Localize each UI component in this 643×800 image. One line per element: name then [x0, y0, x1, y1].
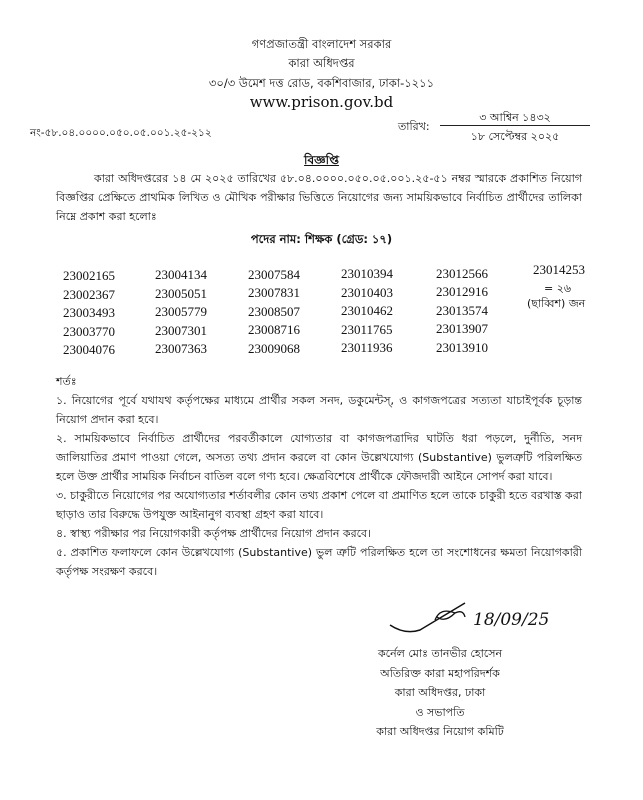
candidate-roll: 23008716: [248, 322, 300, 338]
candidate-roll: 23002165: [63, 268, 115, 283]
terms-heading: শর্তঃ: [56, 375, 77, 388]
candidate-roll: 23005051: [155, 285, 207, 301]
candidate-roll: 23002367: [63, 286, 115, 302]
candidate-roll: 23004134: [155, 267, 207, 283]
candidate-roll: 23012566: [436, 265, 488, 281]
term-item: ৫. প্রকাশিত ফলাফলে কোন উল্লেখযোগ্য (Substantive) ভুল ত্রুটি পরিলক্ষিত হলে তা সংশোধনের ক্ষমতা নিয়োগকারী কর্তৃপক্ষ সংরক্ষণ করবে।: [56, 546, 582, 578]
term-item: ২. সাময়িকভাবে নির্বাচিত প্রার্থীদের পরবর্তীকালে যোগ্যতার বা কাগজপত্রাদির ঘাটতি ধরা পড়লে, দুর্নীতি, সনদ জালিয়াতির প্রমাণ পাওয়া গেলে, অসত্য তথ্য প্রদান করলে বা কোন উল্লেখযোগ্য (Substantive) ভুলত্রুটি পরিলক্ষিত হলে উক্ত প্রার্থীর সাময়িক নির্বাচন বাতিল বলে গণ্য হবে। ক্ষেত্রবিশেষে প্রার্থীকে ফৌজদারী আইনে সোপর্দ করা যাবে।: [56, 432, 582, 483]
website-link[interactable]: www.prison.gov.bd: [249, 93, 394, 111]
terms-section: [56, 372, 582, 581]
notice-title: বিজ্ঞপ্তি: [304, 153, 339, 167]
candidate-roll: 23007831: [248, 285, 300, 301]
candidate-roll: 23003770: [63, 323, 115, 339]
reference-number: নং-৫৮.০৪.০০০০.০৫০.০৫.০০১.২৫-২১২: [30, 127, 212, 139]
candidate-roll: 23011765: [341, 321, 393, 337]
date-label: তারিখ:: [398, 120, 430, 133]
candidate-roll: 23013910: [436, 339, 488, 355]
department-name: কারা অধিদপ্তর: [288, 56, 355, 70]
candidate-roll: 23007363: [155, 341, 207, 357]
candidate-roll: 23008507: [248, 303, 300, 319]
candidate-roll: 23010403: [341, 284, 393, 300]
candidate-roll: 23011936: [341, 340, 393, 356]
notice-body: কারা অধিদপ্তরের ১৪ মে ২০২৫ তারিখের ৫৮.০৪.০০০০.০৫০.০৫.০০১.২৫-৫১ নম্বর স্মারকে প্রকাশিত নিয়োগ বিজ্ঞপ্তির প্রেক্ষিতে প্রাথমিক লিখিত ও মৌখিক পরীক্ষার ভিত্তিতে নিয়োগের জন্য সাময়িকভাবে নির্বাচিত প্রার্থীদের তালিকা নিম্নে প্রকাশ করা হলোঃ: [56, 172, 582, 223]
candidate-roll: 23005779: [155, 304, 207, 320]
term-item: ১. নিয়োগের পূর্বে যথাযথ কর্তৃপক্ষের মাধ্যমে প্রার্থীর সকল সনদ, ডকুমেন্টস্, ও কাগজপত্রের সত্যতা যাচাইপূর্বক চূড়ান্ত নিয়োগ প্রদান করা হবে।: [56, 394, 582, 426]
candidate-roll: 23010394: [341, 266, 393, 282]
candidate-roll: 23012916: [436, 284, 488, 300]
candidate-roll: 23007301: [155, 322, 207, 338]
signatory-role: ও সভাপতি: [415, 705, 465, 719]
candidate-total: = ২৬: [544, 282, 572, 295]
post-name: পদের নাম: শিক্ষক (গ্রেড: ১৭): [250, 232, 393, 246]
candidate-total-words: (ছাব্বিশ) জন: [527, 297, 586, 310]
date-divider: [440, 125, 590, 126]
signature-block: [340, 644, 540, 742]
signatory-committee: কারা অধিদপ্তর নিয়োগ কমিটি: [376, 725, 504, 738]
date-gregorian: ১৮ সেপ্টেম্বর ২০২৫: [470, 130, 560, 143]
candidate-roll: 23004076: [63, 342, 115, 357]
signature-image: [385, 595, 555, 640]
candidate-roll: 23014253: [533, 262, 585, 277]
candidate-roll: 23003493: [63, 305, 115, 320]
address: ৩০/৩ উমেশ দত্ত রোড, বকশিবাজার, ঢাকা-১২১১: [208, 76, 435, 90]
signatory-name: কর্নেল মোঃ তানভীর হোসেন: [377, 647, 503, 660]
signature-date: 18/09/25: [473, 610, 550, 630]
govt-name: গণপ্রজাতন্ত্রী বাংলাদেশ সরকার: [251, 37, 392, 51]
candidate-roll: 23009068: [248, 340, 300, 356]
candidate-roll: 23013574: [436, 302, 488, 318]
candidate-roll: 23007584: [248, 266, 300, 282]
signatory-office: কারা অধিদপ্তর, ঢাকা: [394, 686, 486, 699]
term-item: ৩. চাকুরীতে নিয়োগের পর অযোগ্যতার শর্তাবলীর কোন তথ্য প্রকাশ পেলে বা প্রমাণিত হলে তাকে চাকুরী হতে বরখাস্ত করা ছাড়াও তার বিরুদ্ধে উপযুক্ত আইনানুগ ব্যবস্থা গ্রহণ করা যাবে।: [56, 489, 582, 521]
date-bangla: ৩ আশ্বিন ১৪৩২: [479, 111, 551, 124]
term-item: ৪. স্বাস্থ্য পরীক্ষার পর নিয়োগকারী কর্তৃপক্ষ প্রার্থীদের নিয়োগ প্রদান করবে।: [56, 527, 372, 540]
candidate-roll: 23013907: [436, 321, 488, 337]
candidate-roll: 23010462: [341, 303, 393, 319]
signatory-designation: অতিরিক্ত কারা মহাপরিদর্শক: [380, 666, 500, 680]
